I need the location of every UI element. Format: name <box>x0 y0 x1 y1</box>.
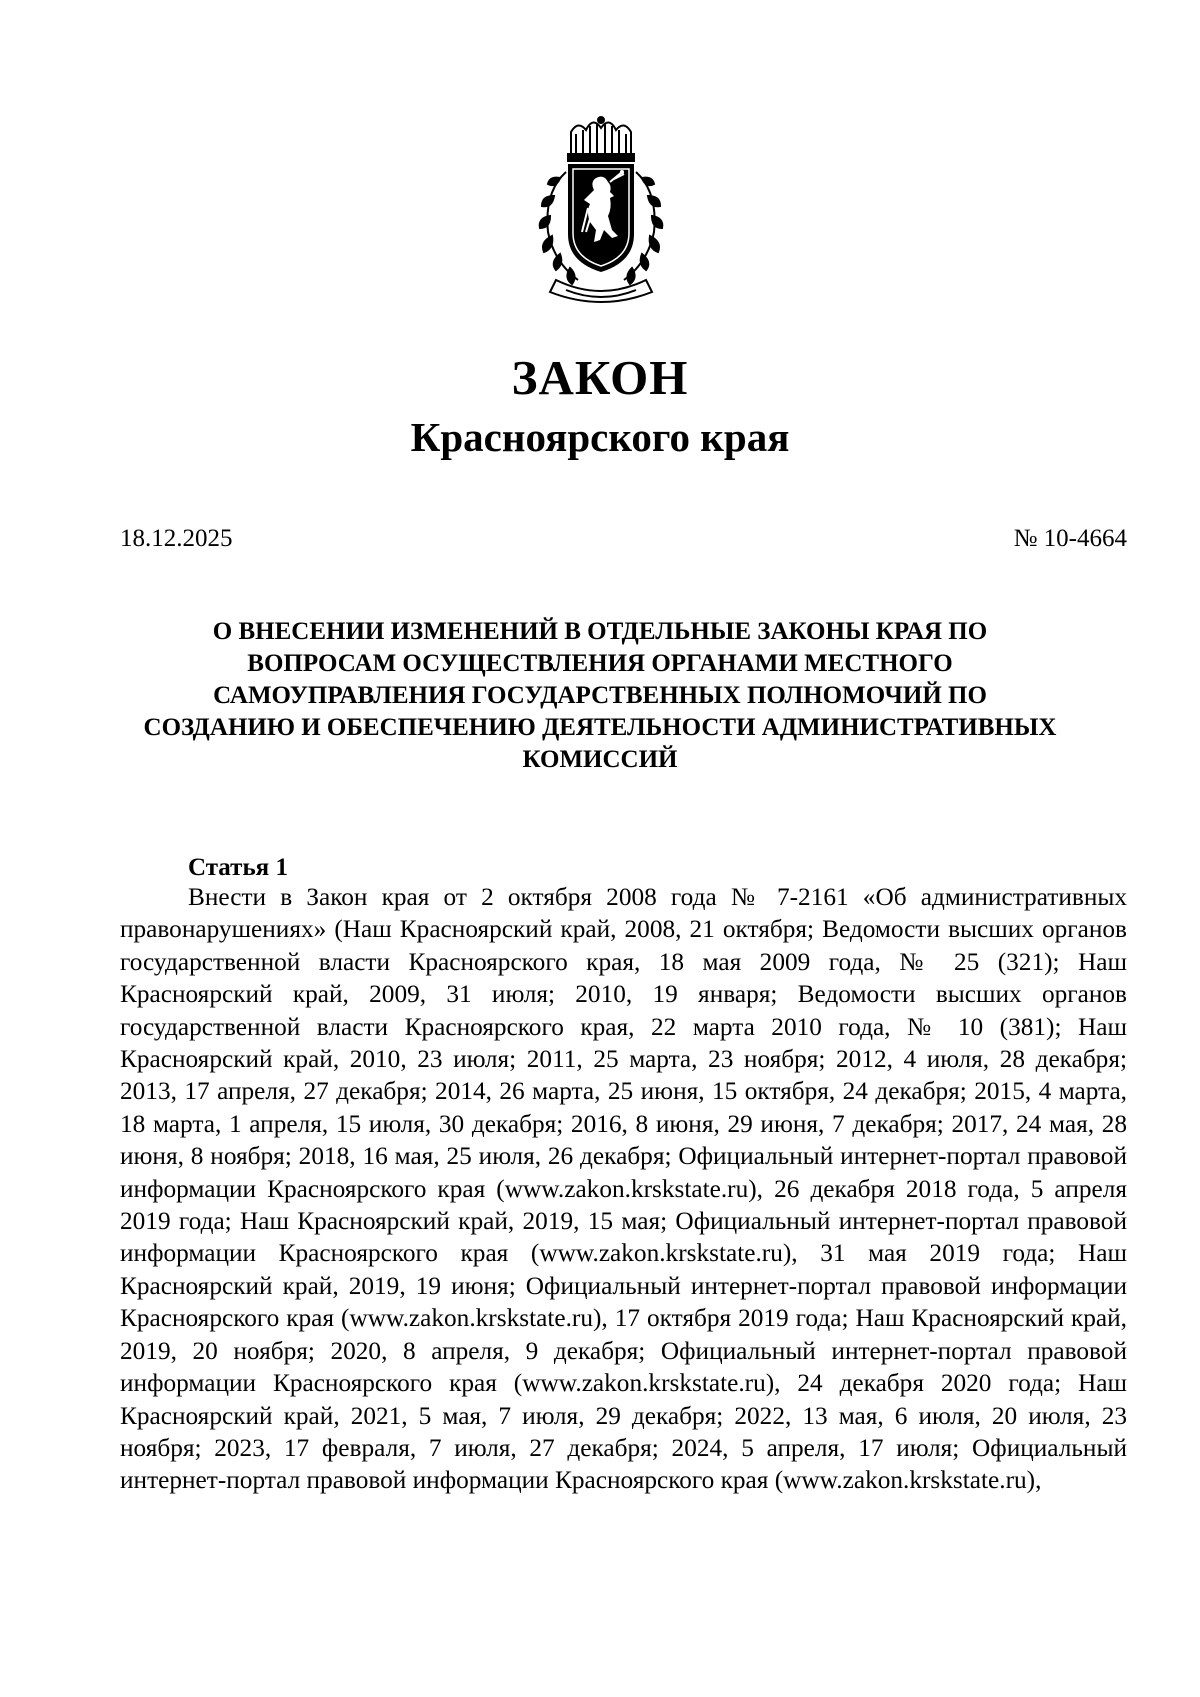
document-title: ЗАКОН <box>511 350 689 405</box>
document-number: № 10-4664 <box>1013 525 1127 552</box>
ribbon-icon <box>550 280 652 302</box>
shield-icon <box>568 164 634 272</box>
document-heading: О ВНЕСЕНИИ ИЗМЕНЕНИЙ В ОТДЕЛЬНЫЕ ЗАКОНЫ КРАЯ ПО ВОПРОСАМ ОСУЩЕСТВЛЕНИЯ ОРГАНАМИ МЕСТНОГО САМОУПРАВЛЕНИЯ ГОСУДАРСТВЕННЫХ ПОЛНОМОЧИЙ ПО СОЗДАНИЮ И ОБЕСПЕЧЕНИЮ ДЕЯТЕЛЬНОСТИ АДМИНИСТРАТИВНЫХ КОМИССИЙ <box>143 618 1057 773</box>
document-subtitle: Красноярского края <box>410 414 790 460</box>
coat-of-arms-icon <box>526 112 676 310</box>
coat-of-arms-drawing <box>526 112 676 310</box>
article-body: Внести в Закон края от 2 октября 2008 года № 7-2161 «Об административных правонарушениях» (Наш Красноярский край, 2008, 21 октября; Ведомости высших органов государственной власти Красноярского края, 18 мая 2009 года, № 25 (321); Наш Красноярский край, 2009, 31 июля; 2010, 19 января; Ведомости высших органов государственной власти Красноярского края, 22 марта 2010 года, № 10 (381); Наш Красноярский край, 2010, 23 июля; 2011, 25 марта, 23 ноября; 2012, 4 июля, 28 декабря; 2013, 17 апреля, 27 декабря; 2014, 26 марта, 25 июня, 15 октября, 24 декабря; 2015, 4 марта, 18 марта, 1 апреля, 15 июля, 30 декабря; 2016, 8 июня, 29 июня, 7 декабря; 2017, 24 мая, 28 июня, 8 ноября; 2018, 16 мая, 25 июля, 26 декабря; Официальный интернет-портал правовой информации Красноярского края (www.zakon.krskstate.ru), 26 декабря 2018 года, 5 апреля 2019 года; Наш Красноярский край, 2019, 15 мая; Официальный интернет-портал правовой информации Красноярского края (www.zakon.krskstate.ru), 31 мая 2019 года; Наш Красноярский край, 2019, 19 июня; Официальный интернет-портал правовой информации Красноярского края (www.zakon.krskstate.ru), 17 октября 2019 года; Наш Красноярский край, 2019, 20 ноября; 2020, 8 апреля, 9 декабря; Официальный интернет-портал правовой информации Красноярского края (www.zakon.krskstate.ru), 24 декабря 2020 года; Наш Красноярский край, 2021, 5 мая, 7 июля, 29 декабря; 2022, 13 мая, 6 июля, 20 июля, 23 ноября; 2023, 17 февраля, 7 июля, 27 декабря; 2024, 5 апреля, 17 июля; Официальный интернет-портал правовой информации Красноярского края (www.zakon.krskstate.ru), <box>120 883 1127 1495</box>
crown-icon <box>568 117 634 161</box>
article-title: Статья 1 <box>188 854 288 881</box>
document-date: 18.12.2025 <box>120 525 233 552</box>
